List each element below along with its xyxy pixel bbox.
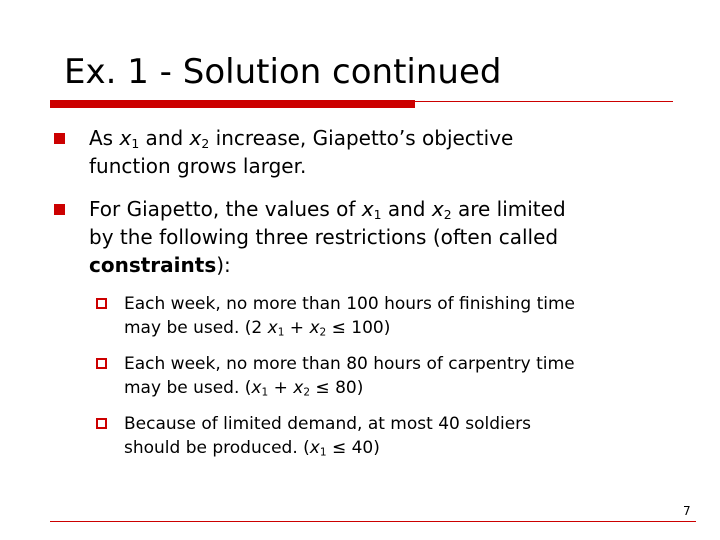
variable-x: x	[309, 438, 320, 458]
subbullet-line	[124, 436, 684, 460]
subscript: 2	[303, 386, 311, 399]
subscript: 1	[277, 326, 285, 339]
subscript: 1	[319, 446, 327, 459]
square-bullet-icon	[54, 204, 65, 215]
text-run: and	[381, 197, 432, 221]
text-run: may be used. (2	[124, 318, 268, 338]
subscript: 1	[261, 386, 269, 399]
variable-x: x	[309, 318, 320, 338]
emphasized-term: constraints	[89, 253, 217, 277]
bullet-text	[89, 195, 689, 279]
hollow-square-bullet-icon	[96, 298, 107, 309]
square-bullet-icon	[54, 133, 65, 144]
text-run: increase, Giapetto’s objective	[209, 126, 514, 150]
page-number: 7	[683, 504, 691, 518]
bullet-line	[89, 251, 689, 279]
text-run: For Giapetto, the values of	[89, 197, 362, 221]
text-run: ≤ 100)	[326, 318, 391, 338]
variable-x: x	[361, 197, 374, 221]
subscript: 1	[131, 136, 140, 152]
subscript: 2	[319, 326, 327, 339]
hollow-square-bullet-icon	[96, 418, 107, 429]
text-run: ≤ 40)	[326, 438, 380, 458]
text-run: +	[284, 318, 310, 338]
variable-x: x	[189, 126, 202, 150]
variable-x: x	[431, 197, 444, 221]
variable-x: x	[251, 378, 262, 398]
text-run: and	[139, 126, 190, 150]
bullet-line: function grows larger.	[89, 154, 307, 178]
subscript: 2	[201, 136, 210, 152]
subbullet-line	[124, 316, 684, 340]
variable-x: x	[293, 378, 304, 398]
text-run: should be produced. (	[124, 438, 310, 458]
text-run: are limited	[451, 197, 566, 221]
subbullet-text	[124, 292, 684, 340]
subbullet-text	[124, 412, 684, 460]
text-run: As	[89, 126, 120, 150]
text-run: +	[268, 378, 294, 398]
text-run: may be used. (	[124, 378, 252, 398]
bullet-line	[89, 195, 689, 223]
subbullet-line	[124, 376, 684, 400]
subbullet-line: Each week, no more than 80 hours of carpentry time	[124, 354, 575, 374]
slide-title: Ex. 1 - Solution continued	[64, 52, 502, 92]
subbullet-line: Because of limited demand, at most 40 soldiers	[124, 414, 532, 434]
bullet-text	[89, 124, 689, 180]
subbullet-line: Each week, no more than 100 hours of finishing time	[124, 294, 575, 314]
text-run: ):	[216, 253, 231, 277]
bullet-line	[89, 124, 689, 152]
variable-x: x	[267, 318, 278, 338]
title-underline-thin	[415, 101, 673, 102]
text-run: ≤ 80)	[310, 378, 364, 398]
subscript: 1	[373, 207, 382, 223]
hollow-square-bullet-icon	[96, 358, 107, 369]
subbullet-text	[124, 352, 684, 400]
subscript: 2	[443, 207, 452, 223]
title-underline-thick	[50, 100, 415, 108]
footer-rule	[50, 521, 696, 522]
bullet-line: by the following three restrictions (often called	[89, 225, 559, 249]
variable-x: x	[119, 126, 132, 150]
